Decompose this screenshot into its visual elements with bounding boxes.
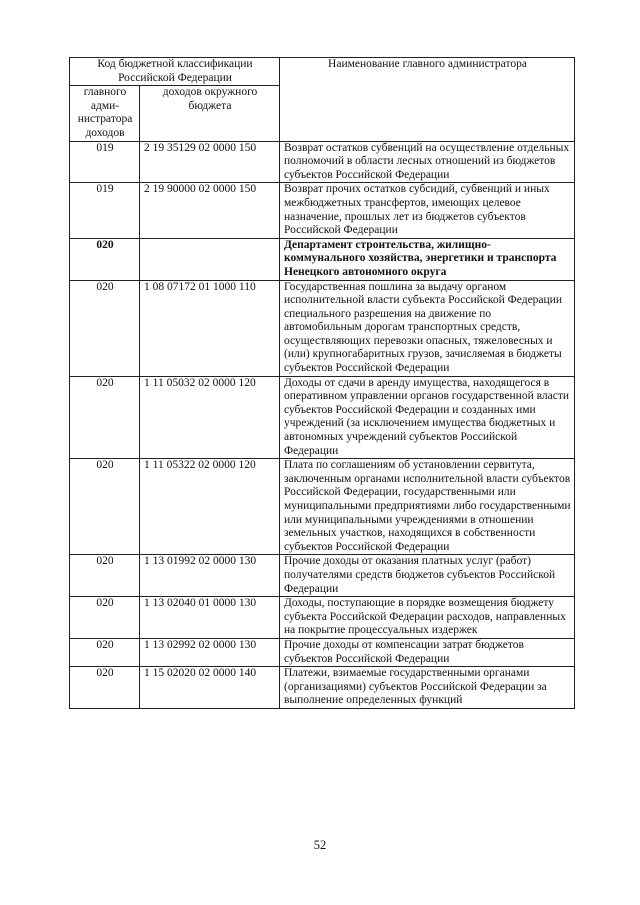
table-row (70, 555, 575, 597)
budget-code-cell (140, 238, 280, 280)
administrator-code-cell: 020 (70, 555, 140, 597)
table-row (70, 141, 575, 183)
table-row (70, 638, 575, 666)
budget-code-cell: 1 13 02992 02 0000 130 (140, 638, 280, 666)
table-row (70, 376, 575, 459)
budget-code-cell: 1 08 07172 01 1000 110 (140, 280, 280, 376)
table-row (70, 459, 575, 555)
administrator-code-cell: 020 (70, 280, 140, 376)
budget-code-cell: 2 19 90000 02 0000 150 (140, 183, 280, 238)
administrator-code-cell: 020 (70, 459, 140, 555)
table-header-row (70, 58, 575, 86)
budget-code-cell: 1 11 05322 02 0000 120 (140, 459, 280, 555)
administrator-name-cell: Плата по соглашениям об установлении сервитута, заключенным органами исполнительной власти субъектов Российской Федерации, государственными или муниципальными предприятиями либо государственными или муниципальными учреждениями в отношении земельных участков, находящихся в собственности субъектов Российской Федерации (280, 459, 575, 555)
administrator-code-cell: 020 (70, 597, 140, 639)
administrator-code-cell: 020 (70, 638, 140, 666)
page-number: 52 (313, 838, 327, 852)
administrator-name-cell: Прочие доходы от компенсации затрат бюджетов субъектов Российской Федерации (280, 638, 575, 666)
district-budget-income-column-header: доходов окружного бюджета (140, 86, 280, 141)
table-row (70, 183, 575, 238)
administrator-name-cell: Государственная пошлина за выдачу органом исполнительной власти субъекта Российской Федерации специального разрешения на движение по автомобильным дорогам транспортных средств, осуществляющих перевозки опасных, тяжеловесных и (или) крупногабаритных грузов, зачисляемая в бюджеты субъектов Российской Федерации (280, 280, 575, 376)
budget-code-group-header: Код бюджетной классификации Российской Федерации (70, 58, 280, 86)
budget-code-cell: 1 11 05032 02 0000 120 (140, 376, 280, 459)
budget-code-cell: 1 15 02020 02 0000 140 (140, 667, 280, 709)
administrator-name-cell: Доходы, поступающие в порядке возмещения бюджету субъекта Российской Федерации расходов, направленных на покрытие процессуальных издержек (280, 597, 575, 639)
administrator-code-cell: 019 (70, 141, 140, 183)
administrator-name-cell: Прочие доходы от оказания платных услуг (работ) получателями средств бюджетов субъектов Российской Федерации (280, 555, 575, 597)
table-row (70, 280, 575, 376)
budget-classification-table (69, 57, 575, 709)
table-row (70, 667, 575, 709)
administrator-name-cell: Департамент строительства, жилищно-коммунального хозяйства, энергетики и транспорта Ненецкого автономного округа (280, 238, 575, 280)
administrator-code-cell: 019 (70, 183, 140, 238)
main-administrator-column-header: главного адми-нистратора доходов (70, 86, 140, 141)
administrator-name-cell: Возврат остатков субвенций на осуществление отдельных полномочий в области лесных отношений из бюджетов субъектов Российской Федерации (280, 141, 575, 183)
administrator-code-cell: 020 (70, 238, 140, 280)
administrator-code-cell: 020 (70, 376, 140, 459)
administrator-name-cell: Платежи, взимаемые государственными органами (организациями) субъектов Российской Федерации за выполнение определенных функций (280, 667, 575, 709)
table-body (70, 141, 575, 708)
budget-code-cell: 1 13 01992 02 0000 130 (140, 555, 280, 597)
administrator-name-header: Наименование главного администратора (280, 58, 575, 142)
administrator-name-cell: Возврат прочих остатков субсидий, субвенций и иных межбюджетных трансфертов, имеющих целевое назначение, прошлых лет из бюджетов субъектов Российской Федерации (280, 183, 575, 238)
budget-code-cell: 2 19 35129 02 0000 150 (140, 141, 280, 183)
budget-code-cell: 1 13 02040 01 0000 130 (140, 597, 280, 639)
administrator-name-cell: Доходы от сдачи в аренду имущества, находящегося в оперативном управлении органов государственной власти субъектов Российской Федерации и созданных ими учреждений (за исключением имущества бюджетных и автономных учреждений субъектов Российской Федерации (280, 376, 575, 459)
administrator-code-cell: 020 (70, 667, 140, 709)
department-row (70, 238, 575, 280)
table-row (70, 597, 575, 639)
